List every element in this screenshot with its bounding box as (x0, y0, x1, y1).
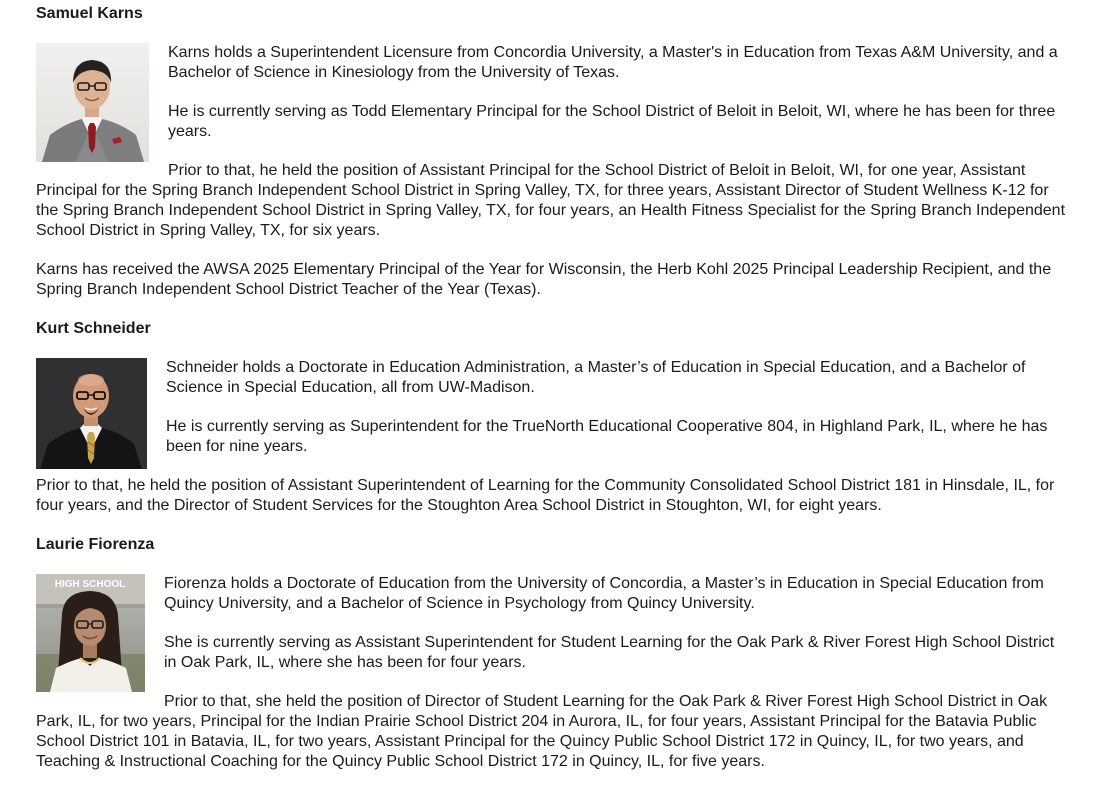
article-body (36, 4, 1066, 791)
headshot-photo (36, 358, 147, 469)
person-name: Kurt Schneider (36, 320, 151, 337)
person-bio (36, 358, 1066, 535)
bio-paragraph: Karns has received the AWSA 2025 Elementary Principal of the Year for Wisconsin, the Herb Kohl 2025 Principal Leadership Recipient, and the Spring Branch Independent School District Teacher of the Year (Texas). (36, 261, 1052, 298)
profile-kurt-schneider (36, 319, 1066, 535)
bio-paragraph: Prior to that, he held the position of Assistant Principal for the School District of Beloit in Beloit, WI, for one year, Assistant Principal for the Spring Branch Independent School District in Spring Valley, TX, for three years, Assistant Director of Student Wellness K-12 for the Spring Branch Independent School District in Spring Valley, TX, for four years, an Health Fitness Specialist for the Spring Branch Independent School District in Spring Valley, TX, for six years. (36, 162, 1066, 239)
bio-paragraph: She is currently serving as Assistant Superintendent for Student Learning for the Oak Park & River Forest High School District in Oak Park, IL, where she has been for four years. (164, 634, 1055, 671)
headshot-photo (36, 43, 149, 162)
sign-text: HIGH SCHOOL (54, 579, 126, 590)
person-name: Samuel Karns (36, 5, 143, 22)
profile-laurie-fiorenza (36, 535, 1066, 791)
bio-paragraph: Fiorenza holds a Doctorate of Education from the University of Concordia, a Master’s in Education in Special Education from Quincy University, and a Bachelor of Science in Psychology from Quincy University. (164, 575, 1044, 612)
headshot-photo (36, 574, 145, 692)
bio-paragraph: Prior to that, he held the position of Assistant Superintendent of Learning for the Community Consolidated School District 181 in Hinsdale, IL, for four years, and the Director of Student Services for the Stoughton Area School District in Stoughton, WI, for eight years. (36, 477, 1055, 514)
profile-samuel-karns (36, 4, 1066, 319)
person-bio (36, 43, 1066, 319)
bio-paragraph: Karns holds a Superintendent Licensure from Concordia University, a Master's in Education from Texas A&M University, and a Bachelor of Science in Kinesiology from the University of Texas. (168, 44, 1058, 81)
bio-paragraph: Schneider holds a Doctorate in Education Administration, a Master’s of Education in Special Education, and a Bachelor of Science in Special Education, all from UW-Madison. (166, 359, 1026, 396)
person-name: Laurie Fiorenza (36, 536, 155, 553)
bio-paragraph: He is currently serving as Superintendent for the TrueNorth Educational Cooperative 804, in Highland Park, IL, where he has been for nine years. (166, 418, 1048, 455)
bio-paragraph: He is currently serving as Todd Elementary Principal for the School District of Beloit in Beloit, WI, where he has been for three years. (168, 103, 1056, 140)
person-bio (36, 574, 1066, 791)
bio-paragraph: Prior to that, she held the position of Director of Student Learning for the Oak Park & River Forest High School District in Oak Park, IL, for two years, Principal for the Indian Prairie School District 204 in Aurora, IL, for four years, Assistant Principal for the Batavia Public School District 101 in Batavia, IL, for two years, Assistant Principal for the Quincy Public School District 172 in Quincy, IL, for two years, and Teaching & Instructional Coaching for the Quincy Public School District 172 in Quincy, IL, for five years. (36, 693, 1048, 770)
